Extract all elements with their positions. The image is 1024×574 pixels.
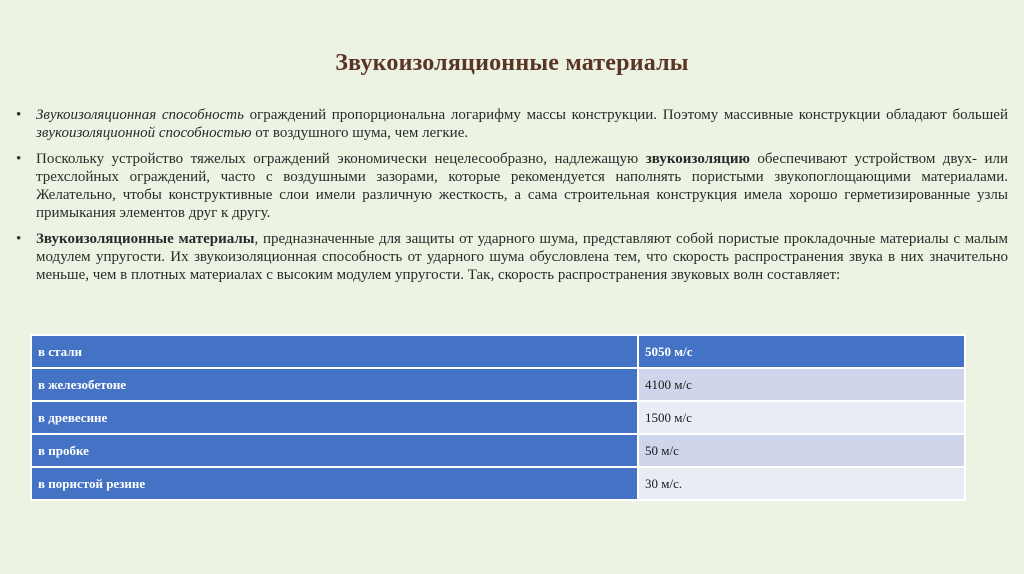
table-row <box>31 335 965 368</box>
bullet-text: ограждений пропорциональна логарифму массы конструкции. Поэтому массивные конструкции обладают большей <box>243 107 1008 123</box>
table-row <box>31 368 965 401</box>
speed-cell: 4100 м/с <box>638 368 965 401</box>
speed-cell: 30 м/с. <box>638 467 965 500</box>
bullet-text: Поскольку устройство тяжелых ограждений экономически нецелесообразно, надлежащую <box>36 150 646 167</box>
table-row <box>31 434 965 467</box>
bullet-text: обеспечивают устройством двух- или трехслойных ограждений, часто с воздушными зазорами, которые рекомендуется наполнять пористыми звукопоглощающими материалами. Желательно, чтобы конструктивные слои имели различную жесткость, а сама строительная конструкция имела хорошо герметизированные узлы примыкания элементов друг к другу. <box>36 150 1008 222</box>
table-row <box>31 401 965 434</box>
term-bold: звукоизоляцию <box>645 150 750 167</box>
sound-speed-table <box>30 334 966 501</box>
speed-cell: 1500 м/с <box>638 401 965 434</box>
speed-cell: 50 м/с <box>638 434 965 467</box>
bullet-item-1 <box>14 106 1008 143</box>
term-bold: Звукоизоляционные материалы <box>36 230 255 247</box>
bullet-marker: • <box>16 230 22 247</box>
bullet-item-2 <box>14 150 1008 223</box>
material-cell: в стали <box>31 335 638 368</box>
slide-title: Звукоизоляционные материалы <box>335 50 689 76</box>
bullet-marker: • <box>16 150 22 167</box>
table-row <box>31 467 965 500</box>
bullet-marker: • <box>16 107 22 123</box>
bullet-list <box>14 106 1008 292</box>
material-cell: в железобетоне <box>31 368 638 401</box>
bullet-text: от воздушного шума, чем легкие. <box>251 125 469 142</box>
bullet-text: , предназначенные для защиты от ударного шума, представляют собой пористые прокладочные материалы с малым модулем упругости. Их звукоизоляционная способность от ударного шума обусловлена тем, что скорость распространения звука в них значительно меньше, чем в плотных материалах с высоким модулем упругости. Так, скорость распространения звуковых волн составляет: <box>36 230 1008 284</box>
term-italic: Звукоизоляционная способность <box>36 107 244 123</box>
term-italic: звукоизоляционной способностью <box>36 125 252 142</box>
bullet-item-3 <box>14 230 1008 285</box>
material-cell: в пробке <box>31 434 638 467</box>
material-cell: в древесине <box>31 401 638 434</box>
material-cell: в пористой резине <box>31 467 638 500</box>
speed-cell: 5050 м/с <box>638 335 965 368</box>
